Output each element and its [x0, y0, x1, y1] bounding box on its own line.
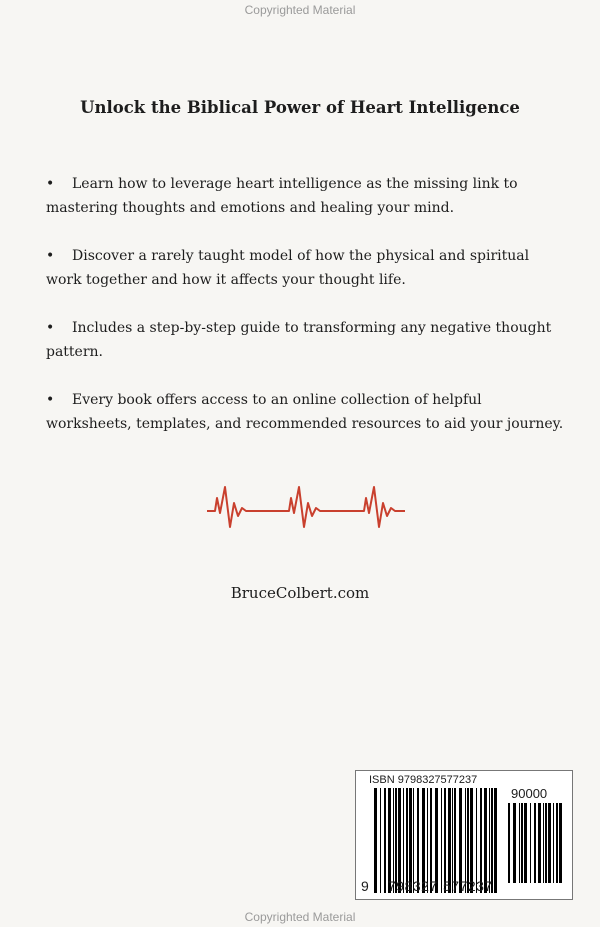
- barcode-bar: [494, 788, 497, 893]
- barcode-bar: [380, 788, 381, 893]
- barcode-bar: [441, 788, 442, 893]
- barcode-bar: [524, 803, 527, 883]
- barcode-bar: [559, 803, 562, 883]
- barcode-bar: [556, 803, 558, 883]
- barcode-bar: [530, 803, 531, 883]
- list-item: • Includes a step-by-step guide to transforming any negative thought pattern.: [46, 320, 552, 360]
- isbn-barcode: ISBN 9798327577237 90000 9 798327 577237: [355, 770, 573, 900]
- barcode-bar: [519, 803, 520, 883]
- barcode-bar: [545, 803, 547, 883]
- list-item: • Every book offers access to an online collection of helpful worksheets, templates, and recommended resources to aid your journey.: [46, 392, 564, 432]
- list-item: • Learn how to leverage heart intelligence as the missing link to mastering thoughts and emotions and healing your mind.: [46, 176, 518, 216]
- heartbeat-line-icon: [200, 480, 410, 540]
- barcode-bar: [521, 803, 523, 883]
- cover-headline: Unlock the Biblical Power of Heart Intelligence: [80, 98, 520, 117]
- barcode-bar: [374, 788, 377, 893]
- barcode-bar: [534, 803, 536, 883]
- barcode-bar: [513, 803, 516, 883]
- barcode-bar: [543, 803, 544, 883]
- copyright-watermark-top: Copyrighted Material: [244, 3, 356, 17]
- website-link: BruceColbert.com: [230, 584, 370, 602]
- barcode-bar: [553, 803, 554, 883]
- barcode-bar: [508, 803, 510, 883]
- list-item: • Discover a rarely taught model of how the physical and spiritual work together and how it affects your thought life.: [46, 248, 530, 288]
- copyright-watermark-bottom: Copyrighted Material: [244, 910, 356, 924]
- feature-list: [46, 172, 566, 460]
- barcode-bar: [384, 788, 386, 893]
- barcode-bar: [548, 803, 551, 883]
- barcode-bar: [538, 803, 541, 883]
